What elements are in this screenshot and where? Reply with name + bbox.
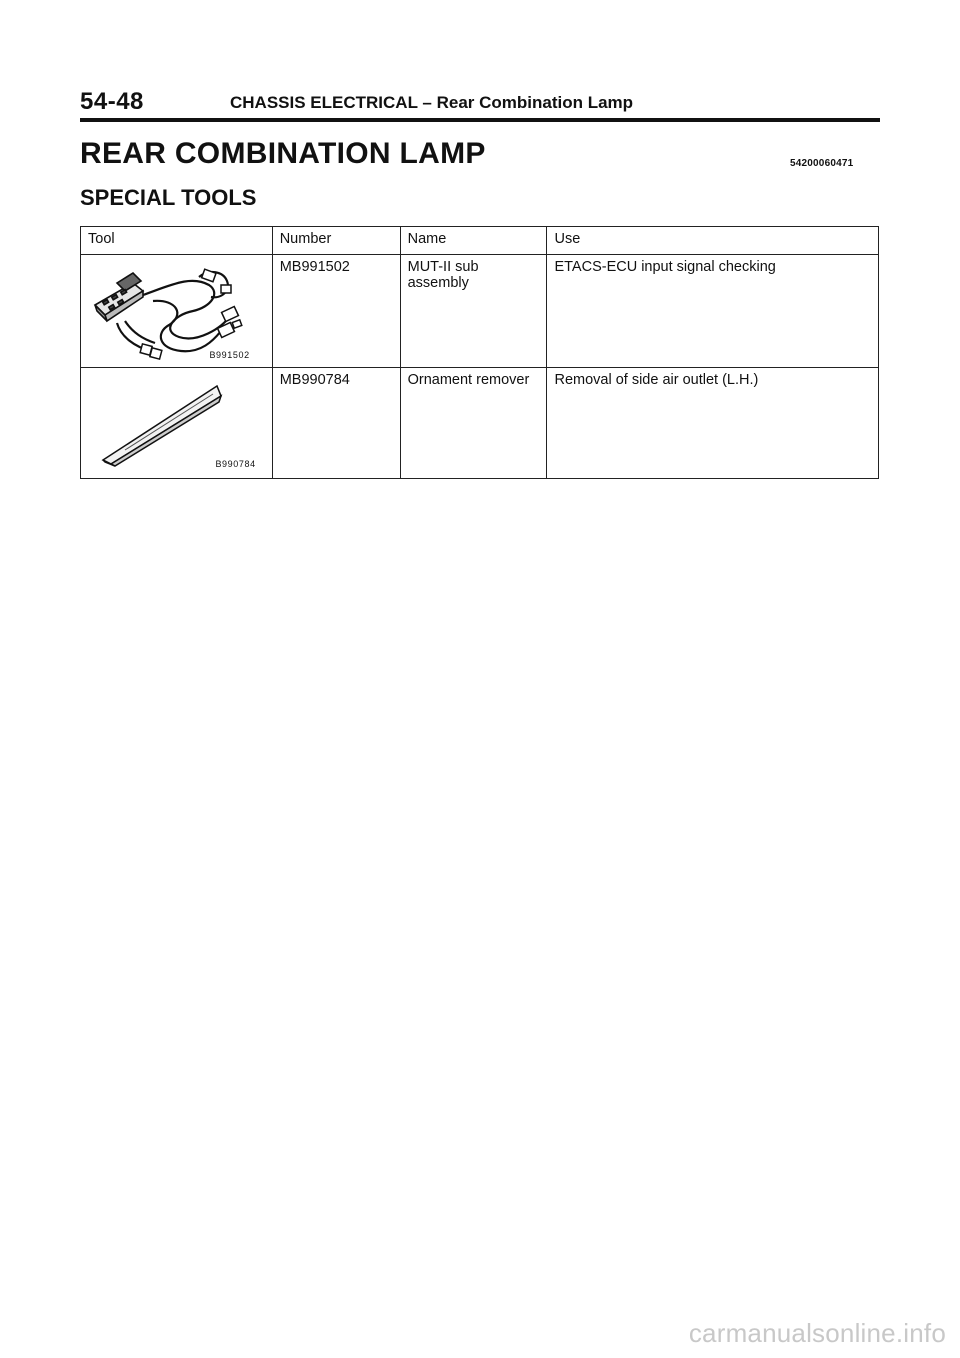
page-number: 54-48 [80,88,144,115]
tool-number: MB991502 [272,255,400,368]
watermark: carmanualsonline.info [688,1318,946,1348]
subsection-name: Rear Combination Lamp [436,93,634,112]
tool-number: MB990784 [272,368,400,479]
tool-figure-cell [81,255,273,368]
table-row [81,368,879,479]
header-tool: Tool [81,227,273,255]
tool-name: MUT-II sub assembly [400,255,547,368]
tool-use: ETACS-ECU input signal checking [547,255,879,368]
section-subtitle: SPECIAL TOOLS [80,185,257,210]
mut-ii-tester-icon [81,255,273,363]
tool-figure-cell [81,368,273,479]
page-title: REAR COMBINATION LAMP [80,137,486,170]
header-use: Use [547,227,879,255]
page-header [80,88,880,122]
document-code: 54200060471 [790,158,854,169]
section-name: CHASSIS ELECTRICAL [230,93,418,112]
tool-name: Ornament remover [400,368,547,479]
tool-use: Removal of side air outlet (L.H.) [547,368,879,479]
header-number: Number [272,227,400,255]
section-title [230,93,633,113]
table-row [81,255,879,368]
header-name: Name [400,227,547,255]
figure-code: B990784 [215,459,256,469]
section-separator: – [422,93,432,112]
special-tools-table [80,226,879,479]
table-header-row [81,227,879,255]
figure-code: B991502 [209,350,250,360]
